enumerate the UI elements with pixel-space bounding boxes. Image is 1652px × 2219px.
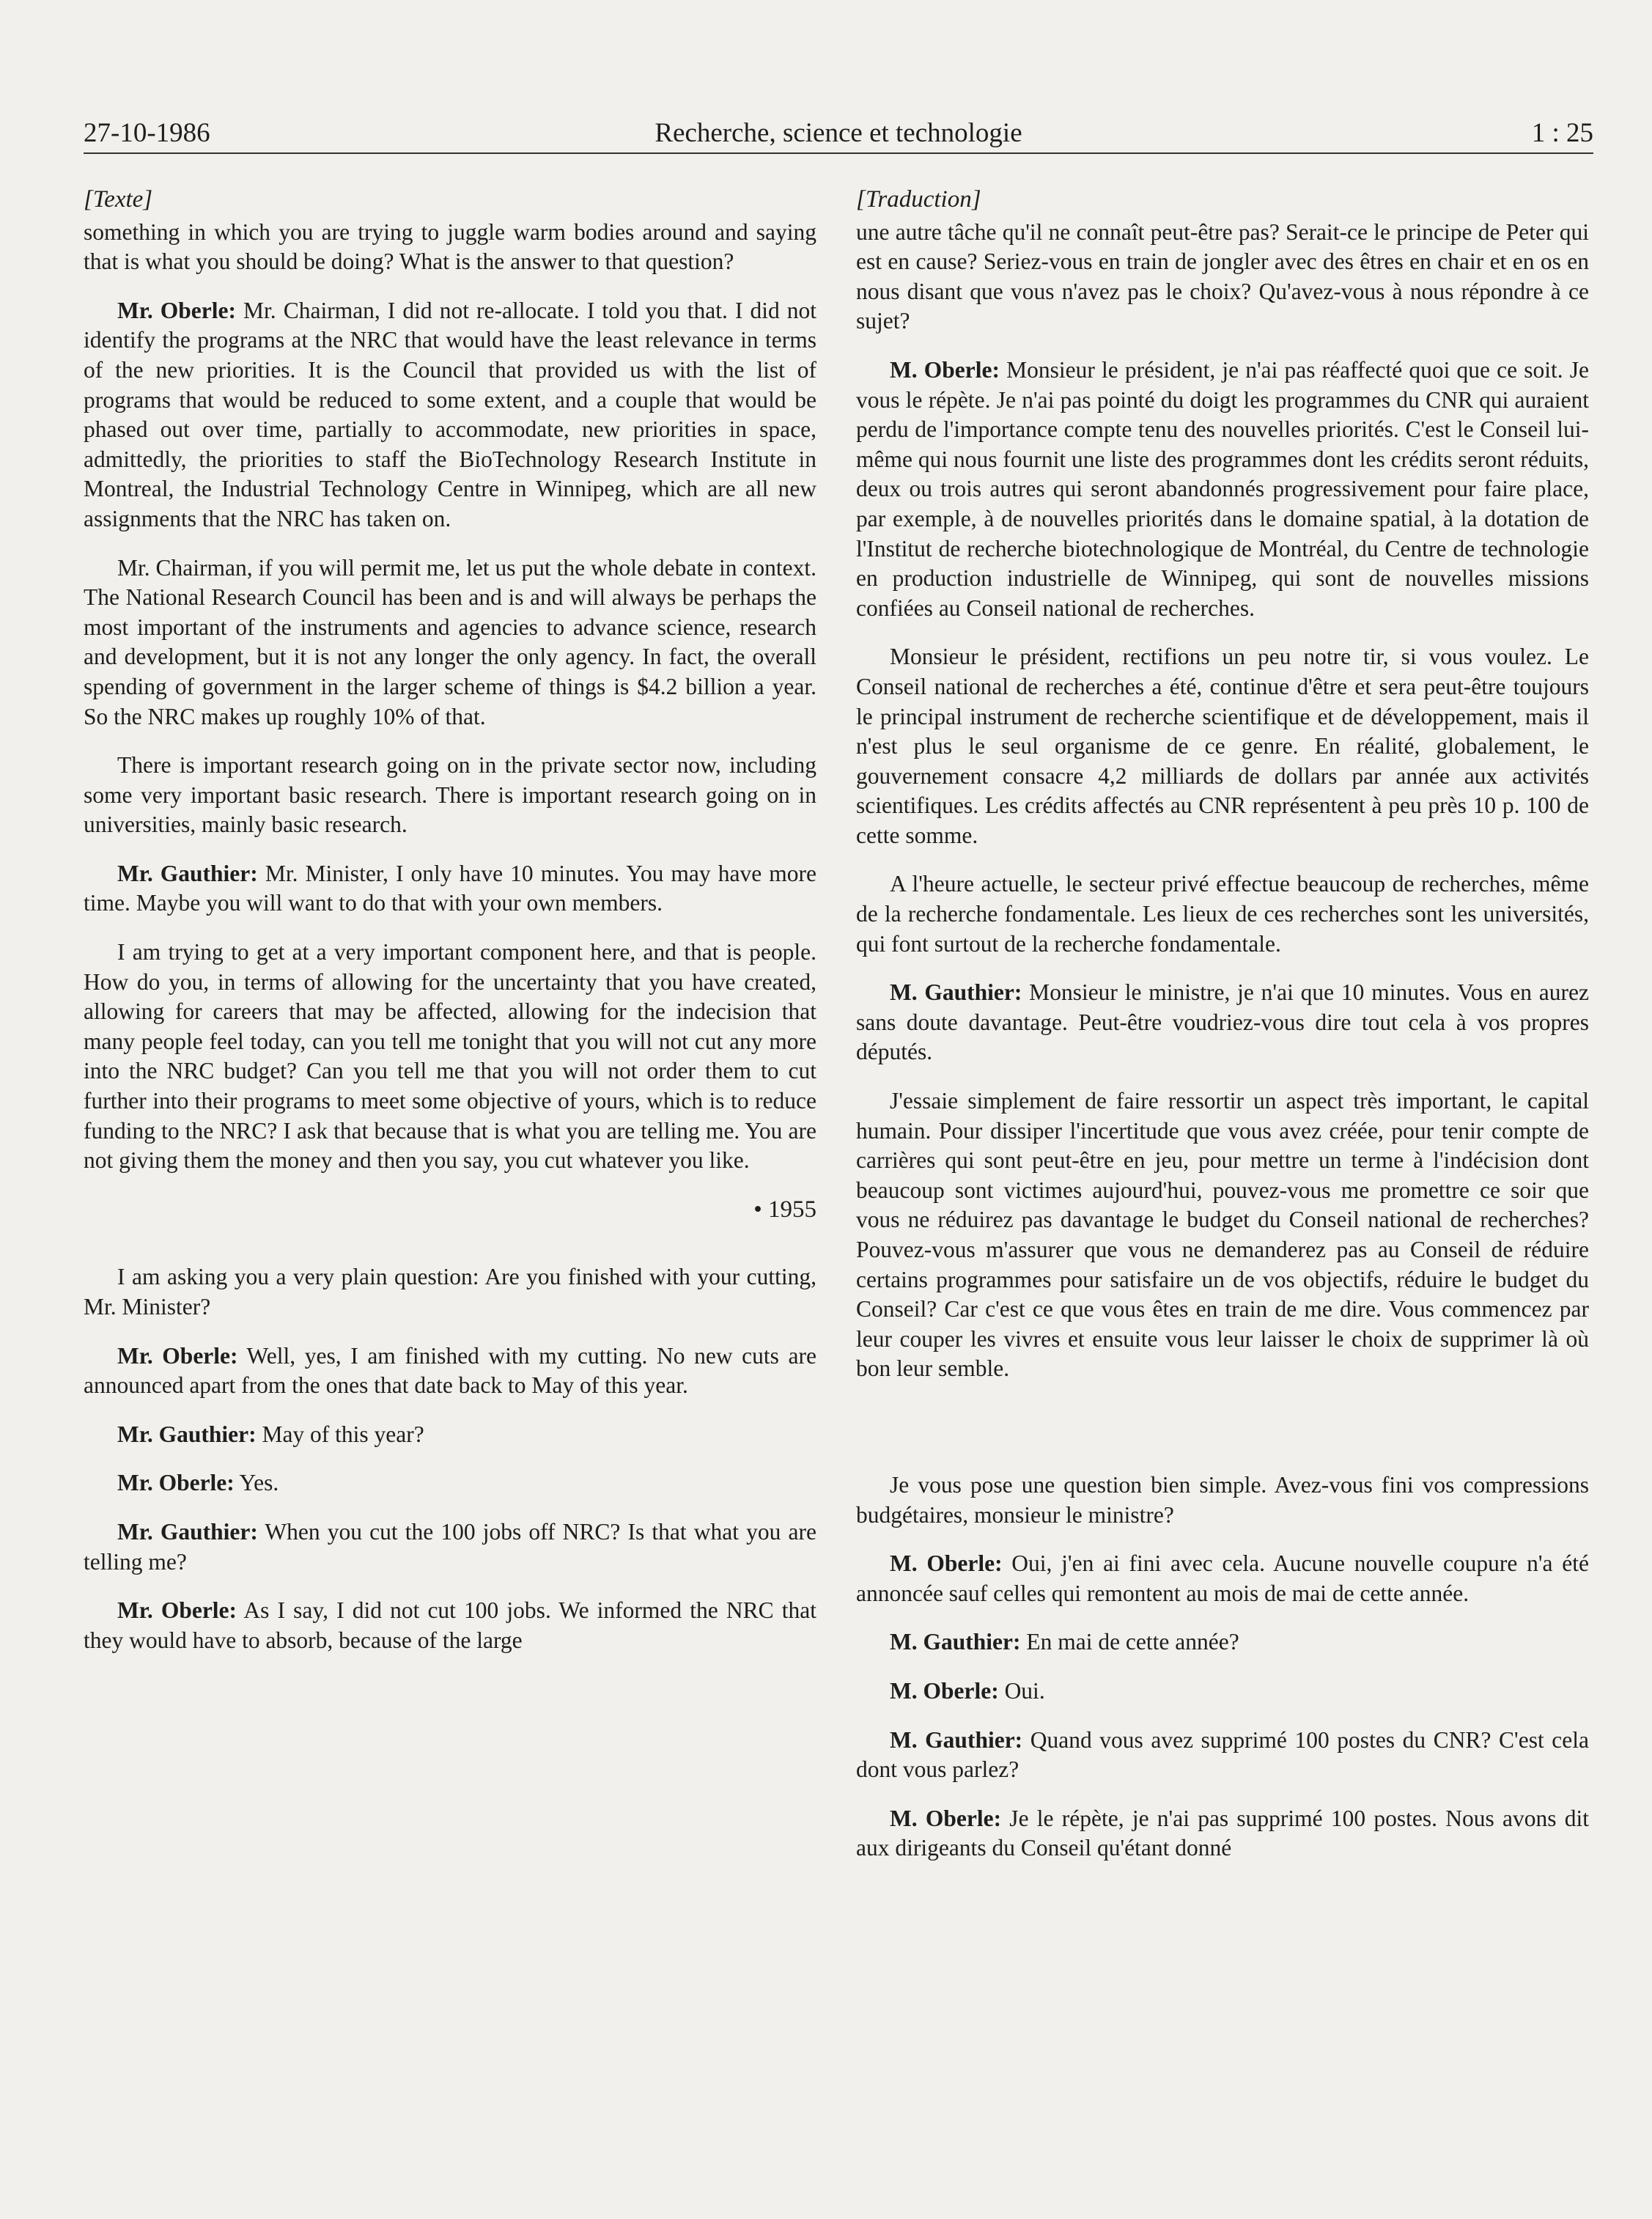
paragraph-text: une autre tâche qu'il ne connaît peut-être pas? Serait-ce le principe de Peter qui est en cause? Seriez-vous en train de jongler avec des êtres en chair et en os en nous disant que vous n'avez pas le choix? Qu'avez-vous à nous répondre à ce sujet? [856, 218, 1589, 334]
paragraph-text: Oui. [998, 1677, 1045, 1704]
paragraph-text: As I say, I did not cut 100 jobs. We informed the NRC that they would have to absorb, because of the large [84, 1597, 816, 1653]
paragraph-text: Quand vous avez supprimé 100 postes du CNR? C'est cela dont vous parlez? [856, 1726, 1589, 1783]
paragraph [856, 869, 1589, 959]
paragraph [856, 1471, 1589, 1530]
paragraph-text: Je le répète, je n'ai pas supprimé 100 postes. Nous avons dit aux dirigeants du Conseil qu'étant donné [856, 1805, 1589, 1861]
header-date: 27-10-1986 [84, 118, 210, 148]
speaker-name: M. Gauthier: [890, 1726, 1023, 1753]
paragraph [84, 859, 816, 919]
speaker-name: M. Oberle: [890, 1677, 999, 1704]
paragraph-text: There is important research going on in the private sector now, including some very important basic research. There is important research going on in universities, mainly basic research. [84, 752, 816, 838]
paragraph [84, 218, 816, 277]
paragraph-text: Monsieur le ministre, je n'ai que 10 minutes. Vous en aurez sans doute davantage. Peut-être voudriez-vous dire tout cela à vos propres députés. [856, 979, 1589, 1065]
paragraph-text: I am asking you a very plain question: Are you finished with your cutting, Mr. Minister? [84, 1264, 816, 1320]
paragraph [84, 1517, 816, 1577]
paragraph-text: En mai de cette année? [1020, 1629, 1239, 1655]
paragraph-text: Monsieur le président, je n'ai pas réaffecté quoi que ce soit. Je vous le répète. Je n'ai pas pointé du doigt les programmes du CNR qui auraient perdu de l'importance compte tenu des nouvelles priorités. C'est le Conseil lui-même qui nous fournit une liste des programmes dont les crédits seront réduits, deux ou trois autres qui seront abandonnés progressivement pour faire place, par exemple, à de nouvelles priorités dans le domaine spatial, à la dotation de l'Institut de recherche biotechnologique de Montréal, du Centre de technologie en production industrielle de Winnipeg, qui sont de nouvelles missions confiées au Conseil national de recherches. [856, 356, 1590, 621]
paragraphs-block-1 [856, 218, 1589, 1384]
paragraph [856, 1804, 1589, 1863]
paragraph [84, 1420, 816, 1450]
header-page-number: 1 : 25 [1531, 118, 1593, 148]
paragraph [856, 642, 1589, 850]
right-column-french [856, 185, 1589, 1883]
paragraph [856, 1627, 1589, 1657]
paragraph-text: Yes. [234, 1470, 279, 1496]
speaker-name: Mr. Gauthier: [117, 1421, 257, 1447]
paragraph [856, 356, 1589, 623]
speaker-name: Mr. Oberle: [117, 1597, 237, 1624]
paragraph [856, 1726, 1589, 1785]
paragraph [856, 218, 1589, 336]
paragraph-text: May of this year? [256, 1421, 424, 1447]
paragraph-text: Je vous pose une question bien simple. Avez-vous fini vos compressions budgétaires, monsieur le ministre? [856, 1471, 1589, 1528]
marker-spacer [856, 1403, 1589, 1471]
paragraph [856, 1549, 1589, 1608]
column-label: [Traduction] [856, 186, 981, 213]
column-label: [Texte] [84, 186, 153, 213]
paragraph-text: Mr. Chairman, I did not re-allocate. I told you that. I did not identify the programs at the NRC that would have the least relevance in terms of the new priorities. It is the Council that provided us with the list of programs that would be reduced to some extent, and a couple that would be phased out over time, partially to accommodate, new priorities in space, admittedly, the priorities to staff the BioTechnology Research Institute in Montreal, the Industrial Technology Centre in Winnipeg, which are all new assignments that the NRC has taken on. [84, 297, 816, 531]
left-column-english [84, 185, 816, 1674]
header-title: Recherche, science et technologie [654, 118, 1022, 148]
time-marker: • 1955 [753, 1196, 816, 1223]
paragraph [856, 1677, 1589, 1707]
paragraph [856, 978, 1589, 1067]
speaker-name: Mr. Gauthier: [117, 860, 258, 886]
speaker-name: Mr. Gauthier: [117, 1518, 258, 1545]
paragraph-text: Mr. Chairman, if you will permit me, let us put the whole debate in context. The National Research Council has been and is and will always be perhaps the most important of the instruments and agencies to advance science, research and development, but it is not any longer the only agency. In fact, the overall spending of government in the larger scheme of things is $4.2 billion a year. So the NRC makes up roughly 10% of that. [84, 554, 816, 729]
paragraph-text: I am trying to get at a very important component here, and that is people. How do you, in terms of allowing for the uncertainty that you have created, allowing for careers that may be affected, allowing for the indecision that many people feel today, can you tell me tonight that you will not cut any more into the NRC budget? Can you tell me that you will not order them to cut further into their programs to meet some objective of yours, which is to reduce funding to the NRC? I ask that because that is what you are telling me. You are not giving them the money and then you say, you cut whatever you like. [84, 939, 816, 1174]
paragraph-text: A l'heure actuelle, le secteur privé effectue beaucoup de recherches, même de la recherche fondamentale. Les lieux de ces recherches sont les universités, qui font surtout de la recherche fondamentale. [856, 871, 1589, 957]
paragraph [84, 1342, 816, 1401]
paragraph-text: something in which you are trying to juggle warm bodies around and saying that is what you should be doing? What is the answer to that question? [84, 218, 816, 275]
paragraph [84, 296, 816, 534]
paragraph [84, 1596, 816, 1655]
paragraph [84, 751, 816, 840]
paragraph-text: J'essaie simplement de faire ressortir un aspect très important, le capital humain. Pour dissiper l'incertitude que vous avez créée, pour tenir compte de carrières qui sont peut-être en jeu, pour mettre un terme à l'indécision dont beaucoup sont victimes aujourd'hui, pouvez-vous me promettre ce soir que vous ne réduirez pas davantage le budget du Conseil national de recherches? Pouvez-vous m'assurer que vous ne demanderez pas au Conseil de réduire certains programmes pour satisfaire un de vos objectifs, réduire le budget du Conseil? Car c'est ce que vous êtes en train de me dire. Vous commencez par leur couper les vivres et ensuite vous leur laisser le choix de supprimer là où bon leur semble. [856, 1088, 1589, 1382]
paragraph [84, 1262, 816, 1322]
paragraph-text: Well, yes, I am finished with my cutting. No new cuts are announced apart from the ones that date back to May of this year. [84, 1342, 816, 1399]
paragraph [84, 938, 816, 1176]
paragraph [856, 1086, 1589, 1384]
speaker-name: M. Oberle: [890, 356, 1000, 383]
speaker-name: Mr. Oberle: [117, 1342, 238, 1369]
paragraph-text: When you cut the 100 jobs off NRC? Is that what you are telling me? [84, 1518, 816, 1575]
speaker-name: M. Gauthier: [890, 1629, 1021, 1655]
paragraph [84, 1468, 816, 1498]
speaker-name: Mr. Oberle: [117, 1470, 235, 1496]
speaker-name: M. Oberle: [890, 1805, 1002, 1831]
paragraphs-block-1 [84, 218, 816, 1176]
paragraphs-block-2 [856, 1471, 1589, 1863]
speaker-name: M. Gauthier: [890, 979, 1022, 1006]
running-header [84, 114, 1593, 154]
speaker-name: Mr. Oberle: [117, 297, 236, 323]
speaker-name: M. Oberle: [890, 1550, 1003, 1577]
paragraph-text: Monsieur le président, rectifions un peu notre tir, si vous voulez. Le Conseil national de recherches a été, continue d'être et sera peut-être toujours le principal instrument de recherche scientifique et de développement, mais il n'est plus le seul organisme de ce genre. En réalité, globalement, le gouvernement consacre 4,2 milliards de dollars par année aux activités scientifiques. Les crédits affectés au CNR représentent à peu près 10 p. 100 de cette somme. [856, 644, 1589, 848]
paragraph [84, 553, 816, 732]
paragraph-text: Oui, j'en ai fini avec cela. Aucune nouvelle coupure n'a été annoncée sauf celles qui remontent au mois de mai de cette année. [856, 1550, 1589, 1606]
paragraphs-block-2 [84, 1262, 816, 1655]
paragraph-text: Mr. Minister, I only have 10 minutes. You may have more time. Maybe you will want to do that with your own members. [84, 860, 816, 916]
